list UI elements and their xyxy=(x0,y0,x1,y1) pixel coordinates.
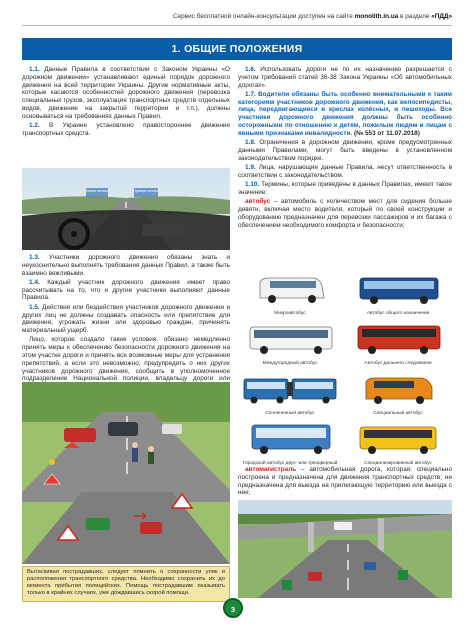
left-column xyxy=(22,66,230,139)
general-bus-icon xyxy=(348,270,448,310)
paragraph-1-2: 1.2. В Украине установлено правостороннее движение транспортных средств. xyxy=(22,122,231,137)
bus-special: Специальный автобус xyxy=(348,370,448,416)
bus-general: Автобус общего назначения xyxy=(348,270,448,316)
car-interior-road-image xyxy=(22,168,230,250)
city-bus-icon xyxy=(240,420,340,460)
header-site: monolith.in.ua xyxy=(354,13,399,20)
accident-scene-image xyxy=(22,382,230,564)
school-bus-icon xyxy=(348,420,448,460)
page-header xyxy=(22,12,452,26)
left-lane-label: Левая полоса xyxy=(85,189,109,193)
section-title: 1. ОБЩИЕ ПОЛОЖЕНИЯ xyxy=(22,38,452,60)
paragraph-1-3: 1.3. Участники дорожного движения обязаны знать и неукоснительно выполнять требования данных Правил, а также быть взаимно вежливыми. xyxy=(22,254,230,277)
bus-articulated: Сочлененный автобус xyxy=(240,370,340,416)
bus-microbus: Микроавтобус xyxy=(240,270,340,316)
accident-caption: Вытаскивая пострадавших, следует помнить о сохранности улик и расположения транспортного средства. Необходимо сохранить их до момента прибытия полицейских. Помощь пострадавшим оказывать только в крайних случаях, уже дождавшись скорой помощи. xyxy=(22,566,230,602)
intercity-bus-icon xyxy=(240,320,340,360)
header-text-mid: в разделе xyxy=(398,13,432,20)
paragraph-1-4: 1.4. Каждый участник дорожного движения имеет право рассчитывать на то, что и другие участники выполняют данные Правила. xyxy=(22,278,231,302)
microbus-icon xyxy=(240,270,340,310)
paragraph-1-7: 1.7. Водители обязаны быть особенно внимательными к таким категориям участников дорожного движения, как велосипедисты, лица, передвигающиеся в креслах колёсных, и пешеходы. Все участники дорожного движения должны быть особенно осторожными по отношению к детям, пожилым людям и лицам с явными признаками инвалидности. (№ 553 от 11.07.2018) xyxy=(238,90,452,137)
bus-long-distance: Автобус дальнего следования xyxy=(348,320,448,366)
long-distance-bus-icon xyxy=(348,320,448,360)
accident-illustration xyxy=(22,382,230,564)
bus-city: Городской автобус двух- или трехдверный xyxy=(240,420,340,466)
highway-illustration xyxy=(238,500,452,598)
header-section: «ПДД» xyxy=(431,13,452,20)
paragraph-1-1: 1.1. Данные Правила в соответствии с Законом Украины «О дорожном движении» устанавливают единый порядок дорожного движения на всей территории Украины. Другие нормативные акты, которые касаются особенностей дорожного движения (перевозка специальных грузов, эксплуатация транспортных средств отдельных видов, движение на закрытой территории и т.п.), должны основываться на требованиях данных Правил. xyxy=(22,66,231,120)
left-column-mid xyxy=(22,254,230,393)
term-highway: автомагистраль – автомобильная дорога, которая: специально построена и предназначена для движения транспортных средств; не предназначена для выезда на прилегающую территорию или выезда с нее; xyxy=(238,466,452,497)
term-bus: автобус – автомобиль с количеством мест для сидения больше девяти, включая место водителя, который по своей конструкции и оборудованию предназначен для перевозки пассажиров и их багажа с обеспечением необходимого комфорта и безопасности; xyxy=(238,198,452,229)
dashboard-illustration xyxy=(22,168,230,250)
right-column xyxy=(238,66,452,231)
paragraph-1-6: 1.6. Использовать дороги не по их назначению разрешается с учетом требований статей 36-38 Закона Украины «Об автомобильных дорогах». xyxy=(238,66,452,89)
highway-overpass-image xyxy=(238,500,452,598)
articulated-bus-icon xyxy=(240,370,340,410)
header-text: Сервис бесплатной онлайн-консультации доступен на сайте xyxy=(172,13,355,20)
paragraph-1-5-cont: Лицо, которое создало такие условия, обязано немедленно принять меры к обеспечению безопасности дорожного движения на этом участке дороги и принять все возможные меры для устранения препятствий, а если это невозможно, предупредить о них других участников дорожного движения, сообщить в уполномоченное подразделение Национальной полиции, владельцу дороги или xyxy=(22,336,230,383)
page-number-badge: 3 xyxy=(223,598,243,618)
bus-specialized: Специализированный автобус xyxy=(348,420,448,466)
bus-types-grid xyxy=(240,270,452,466)
special-bus-icon xyxy=(348,370,448,410)
paragraph-1-5: 1.5. Действия или бездействия участников дорожного движения и других лиц не должны создавать опасность или препятствие для движения, угрожать жизни или здоровью граждан, причинять материальный ущерб. xyxy=(22,303,231,335)
paragraph-1-9: 1.9. Лица, нарушающие данные Правила, несут ответственность в соответствии с законодательством. xyxy=(238,164,452,179)
right-lane-label: Правая полоса xyxy=(133,189,159,193)
term-highway-block xyxy=(238,466,452,497)
paragraph-1-8: 1.8. Ограничения в дорожном движении, кроме предусмотренных данными Правилами, могут быть введены в установленном законодательством порядке. xyxy=(238,139,452,162)
bus-intercity: Междугородный автобус xyxy=(240,320,340,366)
paragraph-1-10: 1.10. Термины, которые приведены в данных Правилах, имеют такое значение: xyxy=(238,181,452,196)
